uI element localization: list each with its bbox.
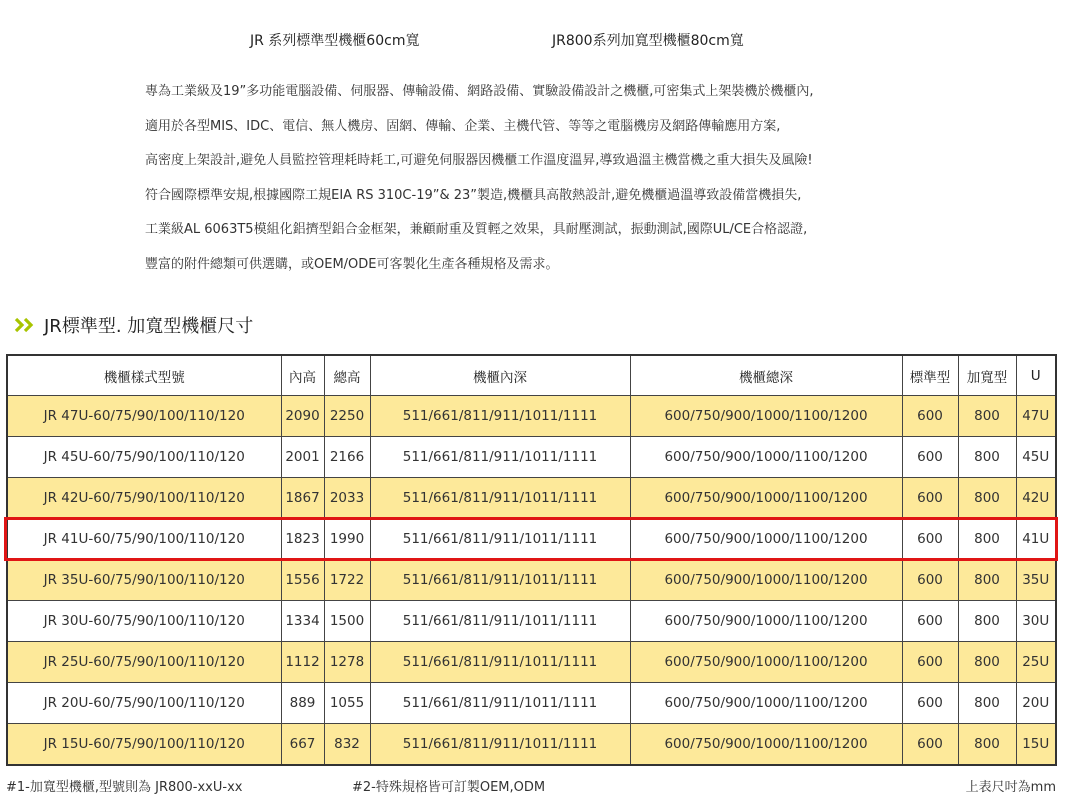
footer-notes (0, 776, 1071, 796)
table-row (7, 601, 1056, 642)
cell-inner-height: 667 (281, 724, 324, 766)
cell-total-height: 1278 (324, 642, 370, 683)
intro-line: 高密度上架設計,避免人員監控管理耗時耗工,可避免伺服器因機櫃工作溫度溫昇,導致過溫主機當機之重大損失及風險! (145, 153, 813, 168)
cell-total-depth: 600/750/900/1000/1100/1200 (630, 478, 902, 519)
cell-inner-depth: 511/661/811/911/1011/1111 (370, 478, 630, 519)
cell-inner-height: 1556 (281, 560, 324, 601)
cell-wide-width: 800 (958, 683, 1016, 724)
table-row (7, 560, 1056, 601)
table-header-row (7, 355, 1056, 396)
heading-wide-series: JR800系列加寬型機櫃80cm寬 (552, 33, 744, 49)
cell-wide-width: 800 (958, 601, 1016, 642)
cell-model: JR 41U-60/75/90/100/110/120 (7, 519, 281, 560)
cell-model: JR 35U-60/75/90/100/110/120 (7, 560, 281, 601)
table-row (7, 642, 1056, 683)
column-header-total-depth: 機櫃總深 (630, 355, 902, 396)
section-title-text: JR標準型. 加寬型機櫃尺寸 (44, 316, 254, 337)
column-header-model: 機櫃樣式型號 (7, 355, 281, 396)
cell-standard-width: 600 (902, 724, 958, 766)
cell-wide-width: 800 (958, 560, 1016, 601)
cell-u: 25U (1016, 642, 1056, 683)
cell-model: JR 30U-60/75/90/100/110/120 (7, 601, 281, 642)
column-header-standard-width: 標準型 (902, 355, 958, 396)
cell-total-depth: 600/750/900/1000/1100/1200 (630, 683, 902, 724)
intro-line: 適用於各型MIS、IDC、電信、無人機房、固網、傳輸、企業、主機代管、等等之電腦機房及網路傳輸應用方案, (145, 118, 781, 134)
cell-total-depth: 600/750/900/1000/1100/1200 (630, 437, 902, 478)
cell-total-depth: 600/750/900/1000/1100/1200 (630, 601, 902, 642)
cell-total-height: 832 (324, 724, 370, 766)
cell-inner-depth: 511/661/811/911/1011/1111 (370, 396, 630, 437)
cell-inner-height: 889 (281, 683, 324, 724)
cell-u: 47U (1016, 396, 1056, 437)
table-row (7, 519, 1056, 560)
table-row (7, 437, 1056, 478)
cell-total-height: 1990 (324, 519, 370, 560)
cell-u: 30U (1016, 601, 1056, 642)
heading-standard-series: JR 系列標準型機櫃60cm寬 (250, 33, 420, 49)
cell-total-height: 1055 (324, 683, 370, 724)
cell-total-height: 2166 (324, 437, 370, 478)
cell-total-depth: 600/750/900/1000/1100/1200 (630, 724, 902, 766)
cell-inner-height: 1823 (281, 519, 324, 560)
cell-total-depth: 600/750/900/1000/1100/1200 (630, 519, 902, 560)
column-header-total-height: 總高 (324, 355, 370, 396)
cell-inner-height: 2001 (281, 437, 324, 478)
table-row (7, 396, 1056, 437)
cell-total-height: 1722 (324, 560, 370, 601)
cell-u: 20U (1016, 683, 1056, 724)
cell-wide-width: 800 (958, 437, 1016, 478)
cell-u: 35U (1016, 560, 1056, 601)
cell-model: JR 25U-60/75/90/100/110/120 (7, 642, 281, 683)
intro-text (145, 80, 1045, 287)
cell-inner-depth: 511/661/811/911/1011/1111 (370, 560, 630, 601)
cell-total-height: 2033 (324, 478, 370, 519)
cell-model: JR 20U-60/75/90/100/110/120 (7, 683, 281, 724)
rack-dimension-table (6, 354, 1057, 766)
top-headings (0, 30, 1071, 54)
cell-inner-height: 1867 (281, 478, 324, 519)
cell-inner-depth: 511/661/811/911/1011/1111 (370, 437, 630, 478)
footer-note-unit: 上表尺吋為mm (965, 780, 1056, 795)
cell-standard-width: 600 (902, 519, 958, 560)
cell-total-depth: 600/750/900/1000/1100/1200 (630, 396, 902, 437)
cell-standard-width: 600 (902, 437, 958, 478)
cell-wide-width: 800 (958, 478, 1016, 519)
cell-inner-depth: 511/661/811/911/1011/1111 (370, 519, 630, 560)
cell-standard-width: 600 (902, 683, 958, 724)
section-title (14, 311, 253, 339)
intro-line: 符合國際標準安規,根據國際工規EIA RS 310C-19”& 23”製造,機櫃具高散熱設計,避免機櫃過溫導致設備當機損失, (145, 187, 802, 203)
cell-inner-height: 1334 (281, 601, 324, 642)
cell-total-height: 2250 (324, 396, 370, 437)
double-chevron-right-icon (14, 317, 36, 333)
cell-inner-height: 2090 (281, 396, 324, 437)
column-header-wide-width: 加寬型 (958, 355, 1016, 396)
cell-u: 42U (1016, 478, 1056, 519)
cell-inner-depth: 511/661/811/911/1011/1111 (370, 683, 630, 724)
footer-note-wide-model: #1-加寬型機櫃,型號則為 JR800-xxU-xx (6, 780, 243, 795)
cell-wide-width: 800 (958, 724, 1016, 766)
cell-total-depth: 600/750/900/1000/1100/1200 (630, 642, 902, 683)
cell-inner-depth: 511/661/811/911/1011/1111 (370, 601, 630, 642)
cell-standard-width: 600 (902, 560, 958, 601)
cell-u: 15U (1016, 724, 1056, 766)
column-header-inner-depth: 機櫃內深 (370, 355, 630, 396)
column-header-u: U (1016, 355, 1056, 396)
cell-wide-width: 800 (958, 642, 1016, 683)
cell-u: 45U (1016, 437, 1056, 478)
table-row (7, 724, 1056, 766)
cell-wide-width: 800 (958, 396, 1016, 437)
cell-standard-width: 600 (902, 601, 958, 642)
intro-line: 工業級AL 6063T5模組化鋁擠型鋁合金框架，兼顧耐重及質輕之效果，具耐壓測試，振動測試,國際UL/CE合格認證, (145, 222, 808, 237)
cell-model: JR 45U-60/75/90/100/110/120 (7, 437, 281, 478)
intro-line: 豐富的附件總類可供選購，或OEM/ODE可客製化生產各種規格及需求。 (145, 256, 559, 272)
cell-total-depth: 600/750/900/1000/1100/1200 (630, 560, 902, 601)
table-row (7, 683, 1056, 724)
cell-standard-width: 600 (902, 478, 958, 519)
cell-standard-width: 600 (902, 396, 958, 437)
cell-standard-width: 600 (902, 642, 958, 683)
cell-model: JR 42U-60/75/90/100/110/120 (7, 478, 281, 519)
cell-wide-width: 800 (958, 519, 1016, 560)
table-row (7, 478, 1056, 519)
intro-line: 專為工業級及19”多功能電腦設備、伺服器、傳輸設備、網路設備、實驗設備設計之機櫃,可密集式上架裝機於機櫃內, (145, 84, 814, 99)
cell-inner-depth: 511/661/811/911/1011/1111 (370, 642, 630, 683)
cell-model: JR 15U-60/75/90/100/110/120 (7, 724, 281, 766)
cell-total-height: 1500 (324, 601, 370, 642)
cell-model: JR 47U-60/75/90/100/110/120 (7, 396, 281, 437)
column-header-inner-height: 內高 (281, 355, 324, 396)
cell-inner-depth: 511/661/811/911/1011/1111 (370, 724, 630, 766)
table-body (7, 396, 1056, 766)
cell-inner-height: 1112 (281, 642, 324, 683)
cell-u: 41U (1016, 519, 1056, 560)
footer-note-custom: #2-特殊規格皆可訂製OEM,ODM (352, 780, 546, 795)
